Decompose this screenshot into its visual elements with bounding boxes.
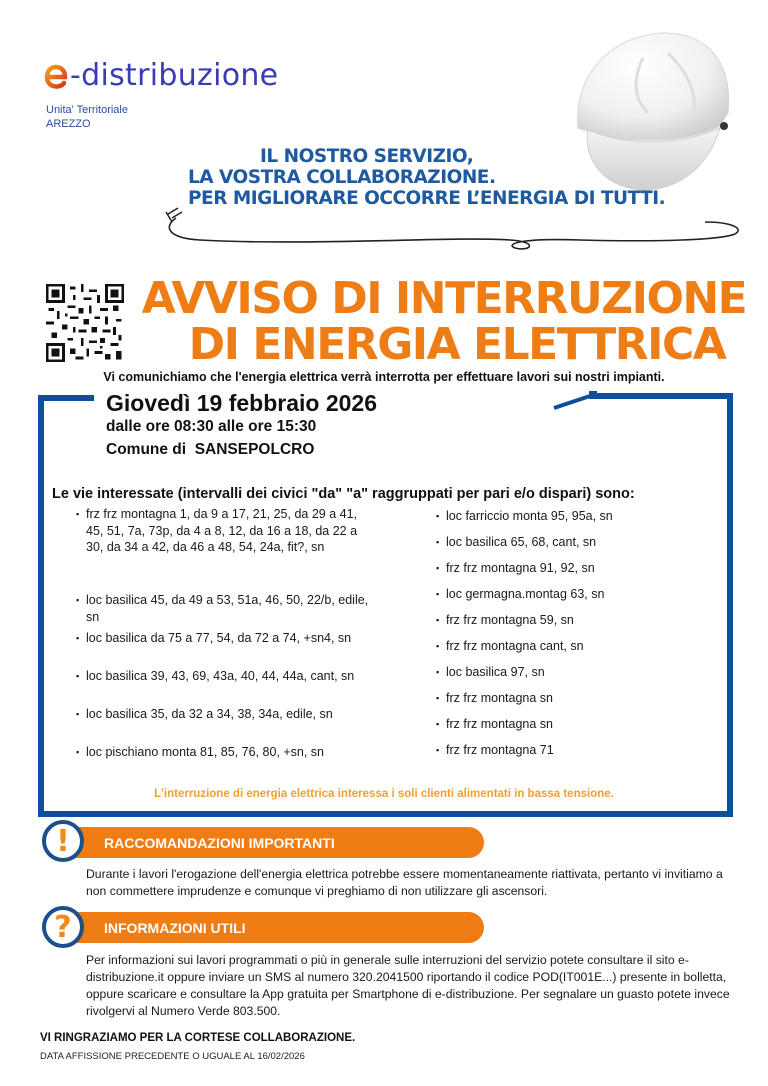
street-item: ▪ loc basilica 65, 68, cant, sn <box>436 535 597 549</box>
frame-border-top-right <box>593 393 733 399</box>
title-line-2: DI ENERGIA ELETTRICA <box>188 319 726 370</box>
outage-comune: Comune di SANSEPOLCRO <box>106 441 315 458</box>
bullet-icon: ▪ <box>76 747 80 757</box>
bullet-icon: ▪ <box>436 615 440 625</box>
low-voltage-note: L'interruzione di energia elettrica interessa i soli clienti alimentati in bassa tensione. <box>154 788 614 800</box>
frame-border-bottom <box>38 811 733 817</box>
e-distribuzione-logo <box>42 58 278 94</box>
title-line-1: AVVISO DI INTERRUZIONE <box>141 273 747 324</box>
street-item: ▪ loc germagna.montag 63, sn <box>436 587 605 601</box>
street-item: ▪ loc basilica 35, da 32 a 34, 38, 34a, edile, sn <box>76 707 333 721</box>
slogan-line-3: PER MIGLIORARE OCCORRE L’ENERGIA DI TUTTI. <box>188 188 666 209</box>
frame-border-right <box>727 393 733 817</box>
unit-label: Unita' Territoriale <box>46 104 128 116</box>
section-text-useful-info: Per informazioni sui lavori programmati o più in generale sulle interruzioni del servizio potete consultare il sito e-distribuzione.it oppure inviare un SMS al numero 320.2041500 riportando il codice POD(IT001E...) presente in bolletta, oppure scaricare e consultare la App gratuita per Smartphone di e-distribuzione. Per segnalare un guasto potete invece rivolgervi al Numero Verde 803.500. <box>86 953 730 1018</box>
outage-hours: dalle ore 08:30 alle ore 15:30 <box>106 418 317 435</box>
open-switch-icon <box>540 386 600 416</box>
bullet-icon: ▪ <box>436 589 440 599</box>
street-item: ▪ frz frz montagna cant, sn <box>436 639 584 653</box>
bullet-icon: ▪ <box>436 537 440 547</box>
bullet-icon: ▪ <box>76 595 80 605</box>
street-item: ▪ loc basilica da 75 a 77, 54, da 72 a 74, +sn4, sn <box>76 631 352 645</box>
street-item: ▪ loc pischiano monta 81, 85, 76, 80, +sn, sn <box>76 745 325 759</box>
outage-date: Giovedì 19 febbraio 2026 <box>106 390 378 416</box>
bullet-icon: ▪ <box>436 693 440 703</box>
street-item: ▪ loc farriccio monta 95, 95a, sn <box>436 509 613 523</box>
street-item: ▪ frz frz montagna 59, sn <box>436 613 574 627</box>
street-item: ▪ frz frz montagna sn <box>436 717 553 731</box>
exclamation-icon: ! <box>42 820 84 862</box>
qr-code[interactable] <box>46 284 124 362</box>
unit-city: AREZZO <box>46 118 91 130</box>
street-item: ▪ frz frz montagna 71 <box>436 743 554 757</box>
frame-border-top-left <box>38 395 94 401</box>
slogan-line-2: LA VOSTRA COLLABORAZIONE. <box>188 167 496 188</box>
bullet-icon: ▪ <box>436 641 440 651</box>
page-title <box>134 273 754 370</box>
logo-e-icon <box>42 62 70 90</box>
street-item: ▪ frz frz montagna 1, da 9 a 17, 21, 25, da 29 a 41, 45, 51, 7a, 73p, da 4 a 8, 12, da 16 a 18, da 22 a 30, da 34 a 42, da 46 a 48, 54, 24a, fit?, sn <box>76 507 358 554</box>
bullet-icon: ▪ <box>76 633 80 643</box>
intro-text: Vi comunichiamo che l'energia elettrica verrà interrotta per effettuare lavori sui nostri impianti. <box>103 370 665 384</box>
street-item: ▪ frz frz montagna sn <box>436 691 553 705</box>
bullet-icon: ▪ <box>436 719 440 729</box>
section-header-recommendations: RACCOMANDAZIONI IMPORTANTI <box>72 827 484 858</box>
bullet-icon: ▪ <box>436 511 440 521</box>
power-cable-icon <box>160 196 750 256</box>
bullet-icon: ▪ <box>76 709 80 719</box>
street-item: ▪ frz frz montagna 91, 92, sn <box>436 561 595 575</box>
street-item: ▪ loc basilica 39, 43, 69, 43a, 40, 44, 44a, cant, sn <box>76 669 355 683</box>
slogan-line-1: IL NOSTRO SERVIZIO, <box>260 146 474 167</box>
bullet-icon: ▪ <box>76 509 80 519</box>
streets-heading: Le vie interessate (intervalli dei civici "da" "a" raggruppati per pari e/o dispari) sono: <box>52 486 635 502</box>
bullet-icon: ▪ <box>436 563 440 573</box>
bullet-icon: ▪ <box>436 667 440 677</box>
frame-border-left <box>38 395 44 817</box>
section-text-recommendations: Durante i lavori l'erogazione dell'energia elettrica potrebbe essere momentaneamente riattivata, pertanto vi invitiamo a non commettere imprudenze e comunque vi preghiamo di non utilizzare gli ascensori. <box>86 867 723 898</box>
street-item: ▪ loc basilica 45, da 49 a 53, 51a, 46, 50, 22/b, edile, sn <box>76 593 369 624</box>
posting-date: DATA AFFISSIONE PRECEDENTE O UGUALE AL 16/02/2026 <box>40 1051 305 1062</box>
bullet-icon: ▪ <box>76 671 80 681</box>
logo-text: -distribuzione <box>70 58 279 93</box>
bullet-icon: ▪ <box>436 745 440 755</box>
section-header-useful-info: INFORMAZIONI UTILI <box>72 912 484 943</box>
thanks-text: VI RINGRAZIAMO PER LA CORTESE COLLABORAZIONE. <box>40 1032 356 1044</box>
question-icon: ? <box>42 906 84 948</box>
street-item: ▪ loc basilica 97, sn <box>436 665 545 679</box>
